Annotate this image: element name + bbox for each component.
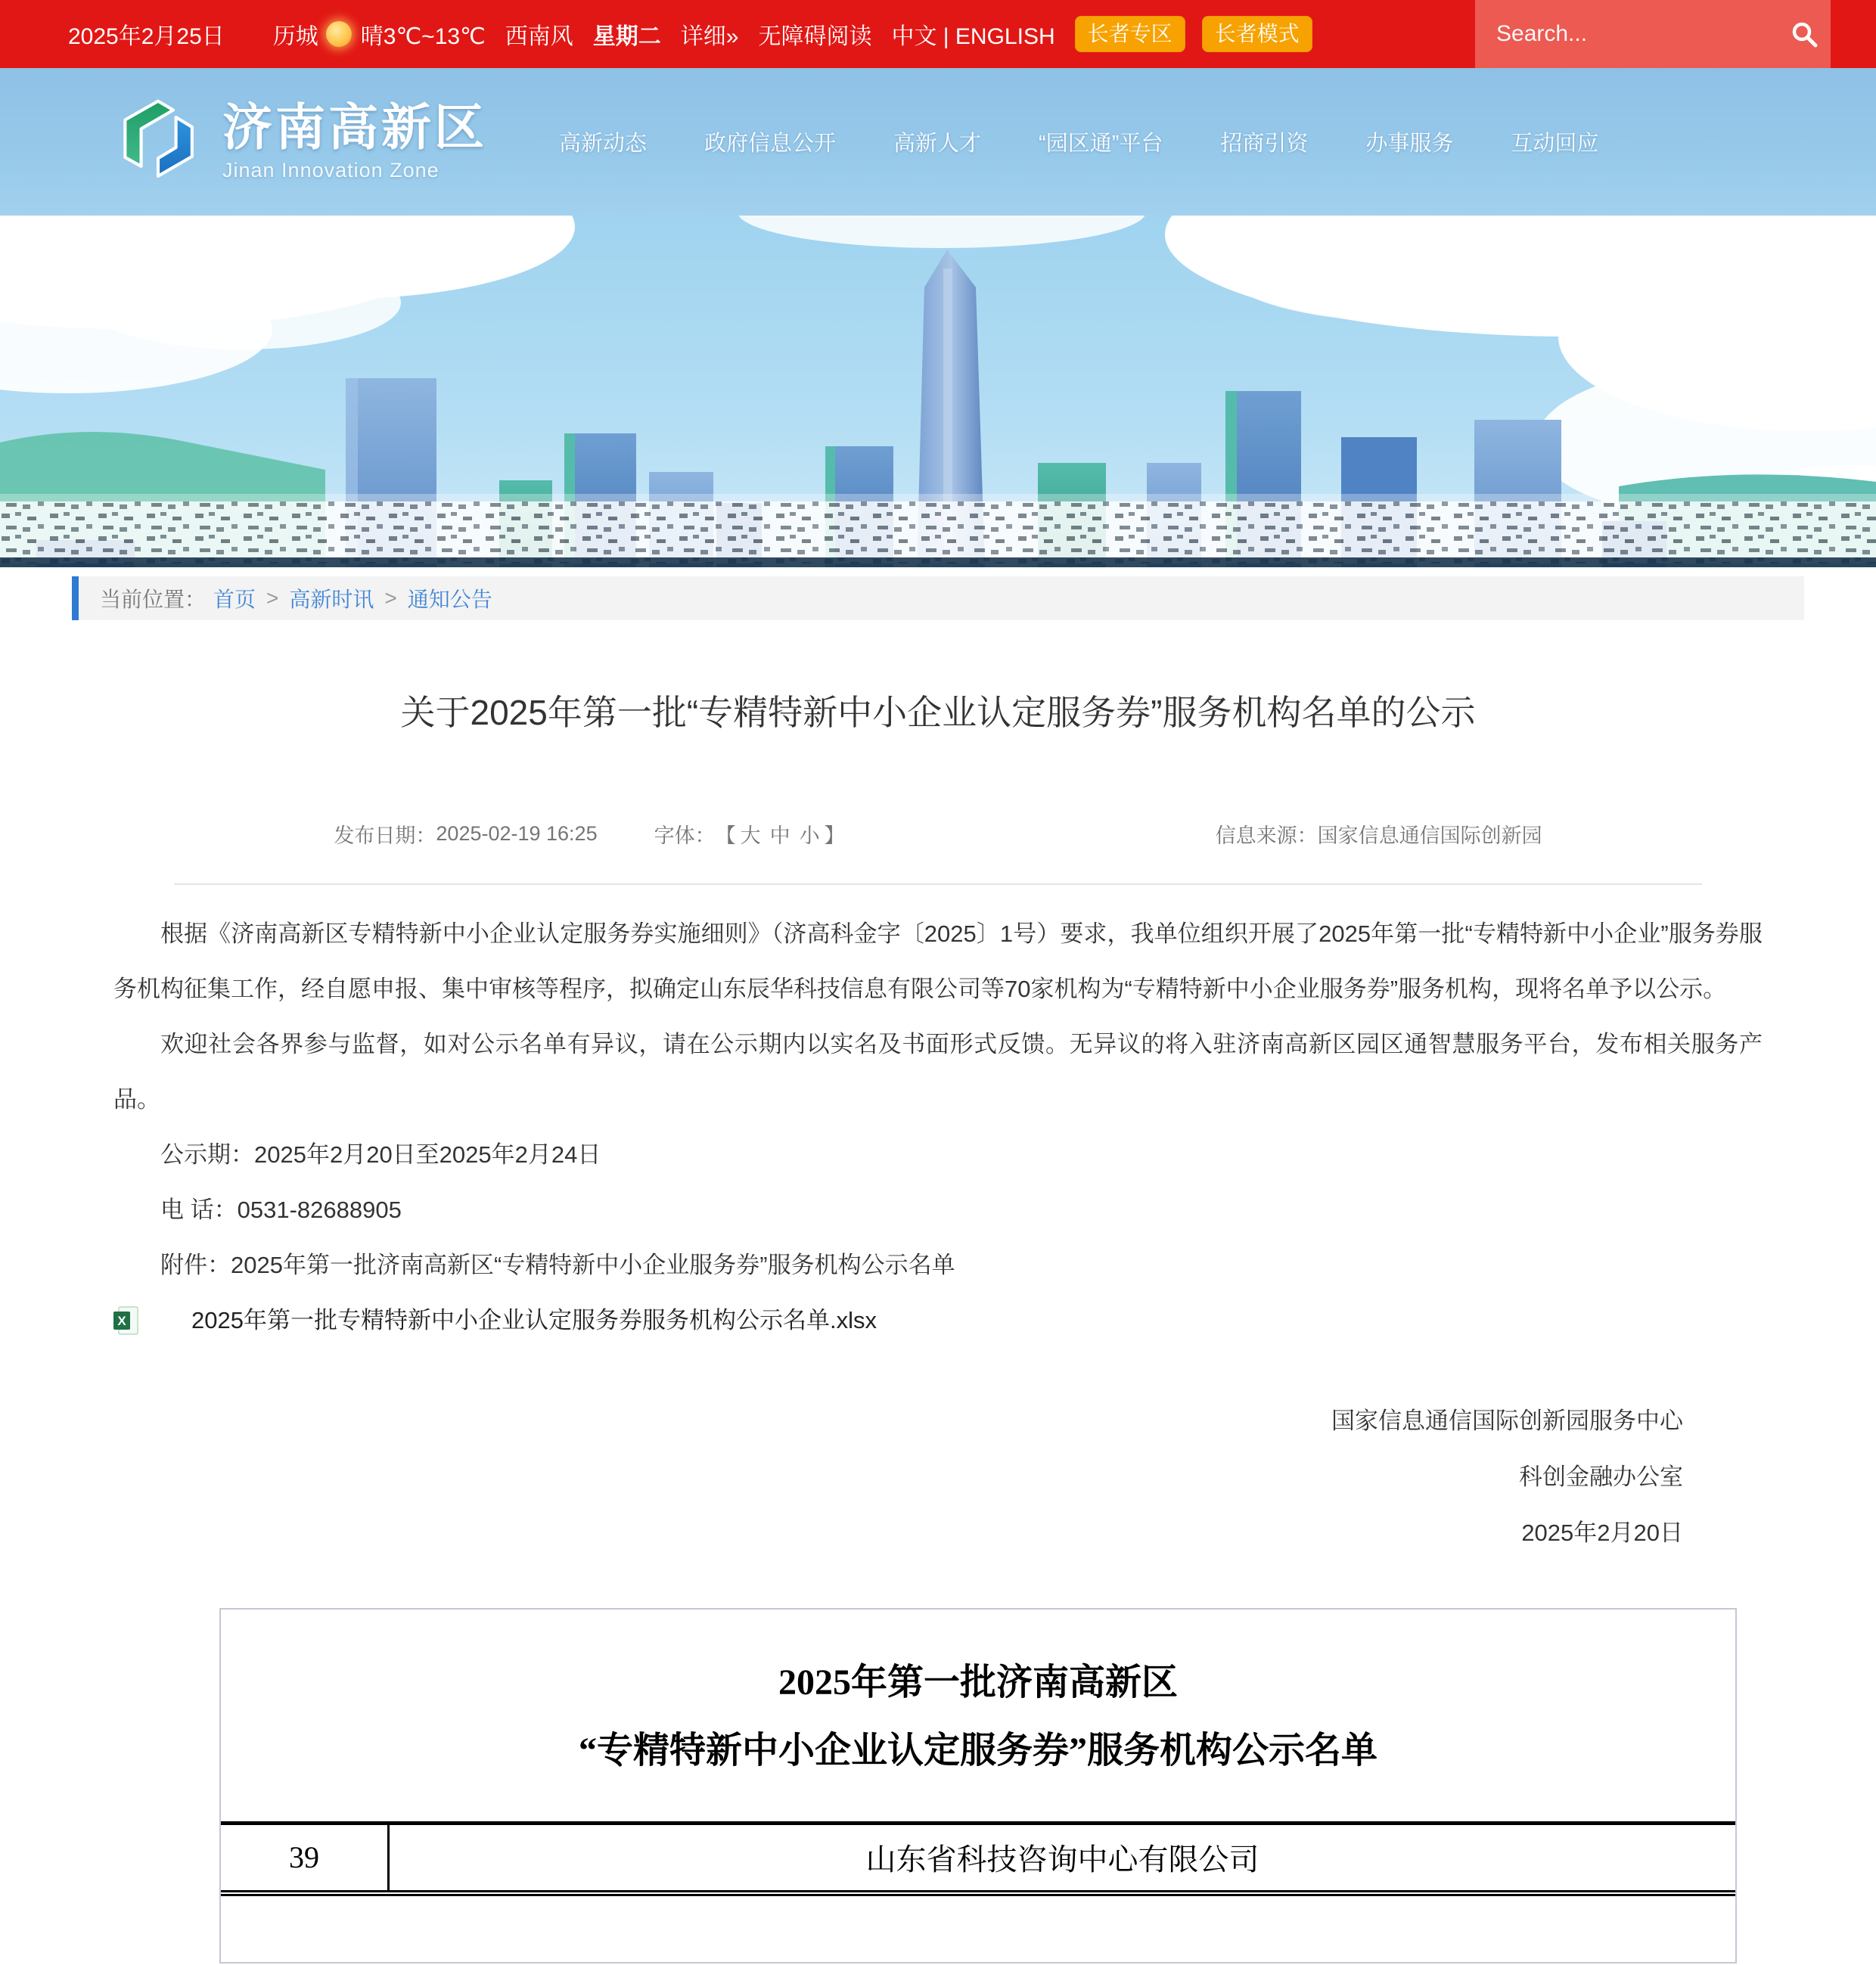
breadcrumb	[72, 576, 1804, 620]
svg-text:X: X	[117, 1313, 126, 1328]
site-header	[0, 68, 1876, 216]
hexagon-logo-icon	[113, 98, 203, 187]
breadcrumb-notice-link[interactable]: 通知公告	[407, 588, 492, 611]
site-title-english: Jinan Innovation Zone	[222, 158, 439, 182]
signature-office: 科创金融办公室	[1519, 1464, 1683, 1491]
agency-name-cell: 山东省科技咨询中心有限公司	[389, 1824, 1736, 1893]
nav-item-talent[interactable]: 高新人才	[893, 132, 982, 156]
banner-cityscape-image	[0, 216, 1876, 567]
breadcrumb-home-link[interactable]: 首页	[213, 588, 256, 611]
font-bracket-close: 】	[824, 824, 845, 848]
language-switch-link[interactable]: 中文 | ENGLISH	[891, 24, 1055, 49]
search-box[interactable]	[1475, 0, 1831, 68]
page-title: 关于2025年第一批“专精特新中小企业认定服务券”服务机构名单的公示	[400, 693, 1476, 732]
signature-org: 国家信息通信国际创新园服务中心	[1331, 1408, 1683, 1435]
paragraph: 欢迎社会各界参与监督，如对公示名单有异议，请在公示期内以实名及书面形式反馈。无异议的将入驻济南高新区园区通智慧服务平台，发布相关服务产品。	[113, 1031, 1763, 1113]
attachment-file-line	[113, 1293, 1763, 1348]
signature-date: 2025年2月20日	[1521, 1520, 1683, 1547]
top-utility-bar	[0, 0, 1876, 68]
nav-item-news[interactable]: 高新动态	[559, 132, 648, 156]
font-size-medium-button[interactable]: 中	[769, 824, 790, 848]
excel-file-icon	[113, 1306, 138, 1335]
search-icon[interactable]	[1790, 20, 1819, 48]
article-meta	[0, 819, 1876, 849]
site-logo[interactable]	[113, 98, 487, 187]
sun-icon	[326, 21, 352, 47]
nav-item-gov-info[interactable]: 政府信息公开	[704, 132, 837, 156]
service-agency-table	[221, 1821, 1735, 1896]
breadcrumb-news-link[interactable]: 高新时讯	[289, 588, 374, 611]
weather-temperature: 晴3℃~13℃	[360, 24, 486, 49]
row-number-cell: 39	[221, 1824, 389, 1893]
site-title: 济南高新区	[222, 99, 487, 156]
article-body	[113, 906, 1763, 1348]
phone-line: 电 话：0531-82688905	[160, 1197, 402, 1224]
font-size-large-button[interactable]: 大	[740, 824, 761, 848]
source-value: 国家信息通信国际创新园	[1317, 824, 1542, 848]
nav-item-park-platform[interactable]: “园区通”平台	[1039, 132, 1163, 156]
elder-zone-button[interactable]: 长者专区	[1075, 16, 1185, 52]
font-size-label: 字体：	[654, 824, 716, 848]
accessibility-link[interactable]: 无障碍阅读	[758, 24, 872, 49]
wind-direction: 西南风	[505, 24, 573, 49]
publish-date-label: 发布日期：	[334, 824, 436, 848]
main-navigation	[559, 126, 1656, 157]
weather-detail-link[interactable]: 详细»	[680, 24, 739, 49]
attached-document-preview	[219, 1608, 1737, 1963]
district-name: 历城	[272, 24, 318, 49]
paragraph: 根据《济南高新区专精特新中小企业认定服务券实施细则》（济高科金字〔2025〕1号）要求，我单位组织开展了2025年第一批“专精特新中小企业”服务券服务机构征集工作，经自愿申报、集中审核等程序，拟确定山东辰华科技信息有限公司等70家机构为“专精特新中小企业服务券”服务机构，现将名单予以公示。	[113, 920, 1763, 1003]
current-date: 2025年2月25日	[68, 24, 225, 49]
document-title-line2: “专精特新中小企业认定服务券”服务机构公示名单	[578, 1731, 1377, 1771]
breadcrumb-separator: >	[384, 586, 397, 610]
breadcrumb-separator: >	[266, 586, 279, 610]
meta-divider	[174, 883, 1702, 885]
nav-item-services[interactable]: 办事服务	[1365, 132, 1454, 156]
breadcrumb-label: 当前位置：	[100, 588, 207, 611]
font-size-small-button[interactable]: 小	[799, 824, 820, 848]
document-title-line1: 2025年第一批济南高新区	[778, 1662, 1178, 1703]
attachment-xlsx-link[interactable]: 2025年第一批专精特新中小企业认定服务券服务机构公示名单.xlsx	[191, 1307, 877, 1334]
table-row	[221, 1824, 1735, 1893]
nav-item-investment[interactable]: 招商引资	[1220, 132, 1309, 156]
elder-mode-button[interactable]: 长者模式	[1202, 16, 1312, 52]
attachment-label-line: 附件：2025年第一批济南高新区“专精特新中小企业服务券”服务机构公示名单	[160, 1252, 955, 1279]
weekday-label: 星期二	[592, 24, 661, 49]
source-label: 信息来源：	[1215, 824, 1318, 848]
notice-period-line: 公示期：2025年2月20日至2025年2月24日	[160, 1141, 601, 1169]
search-input[interactable]	[1495, 20, 1790, 48]
publish-date-value: 2025-02-19 16:25	[436, 822, 598, 846]
font-bracket-open: 【	[715, 824, 736, 848]
nav-item-interaction[interactable]: 互动回应	[1511, 132, 1599, 156]
signature-block	[113, 1393, 1763, 1561]
